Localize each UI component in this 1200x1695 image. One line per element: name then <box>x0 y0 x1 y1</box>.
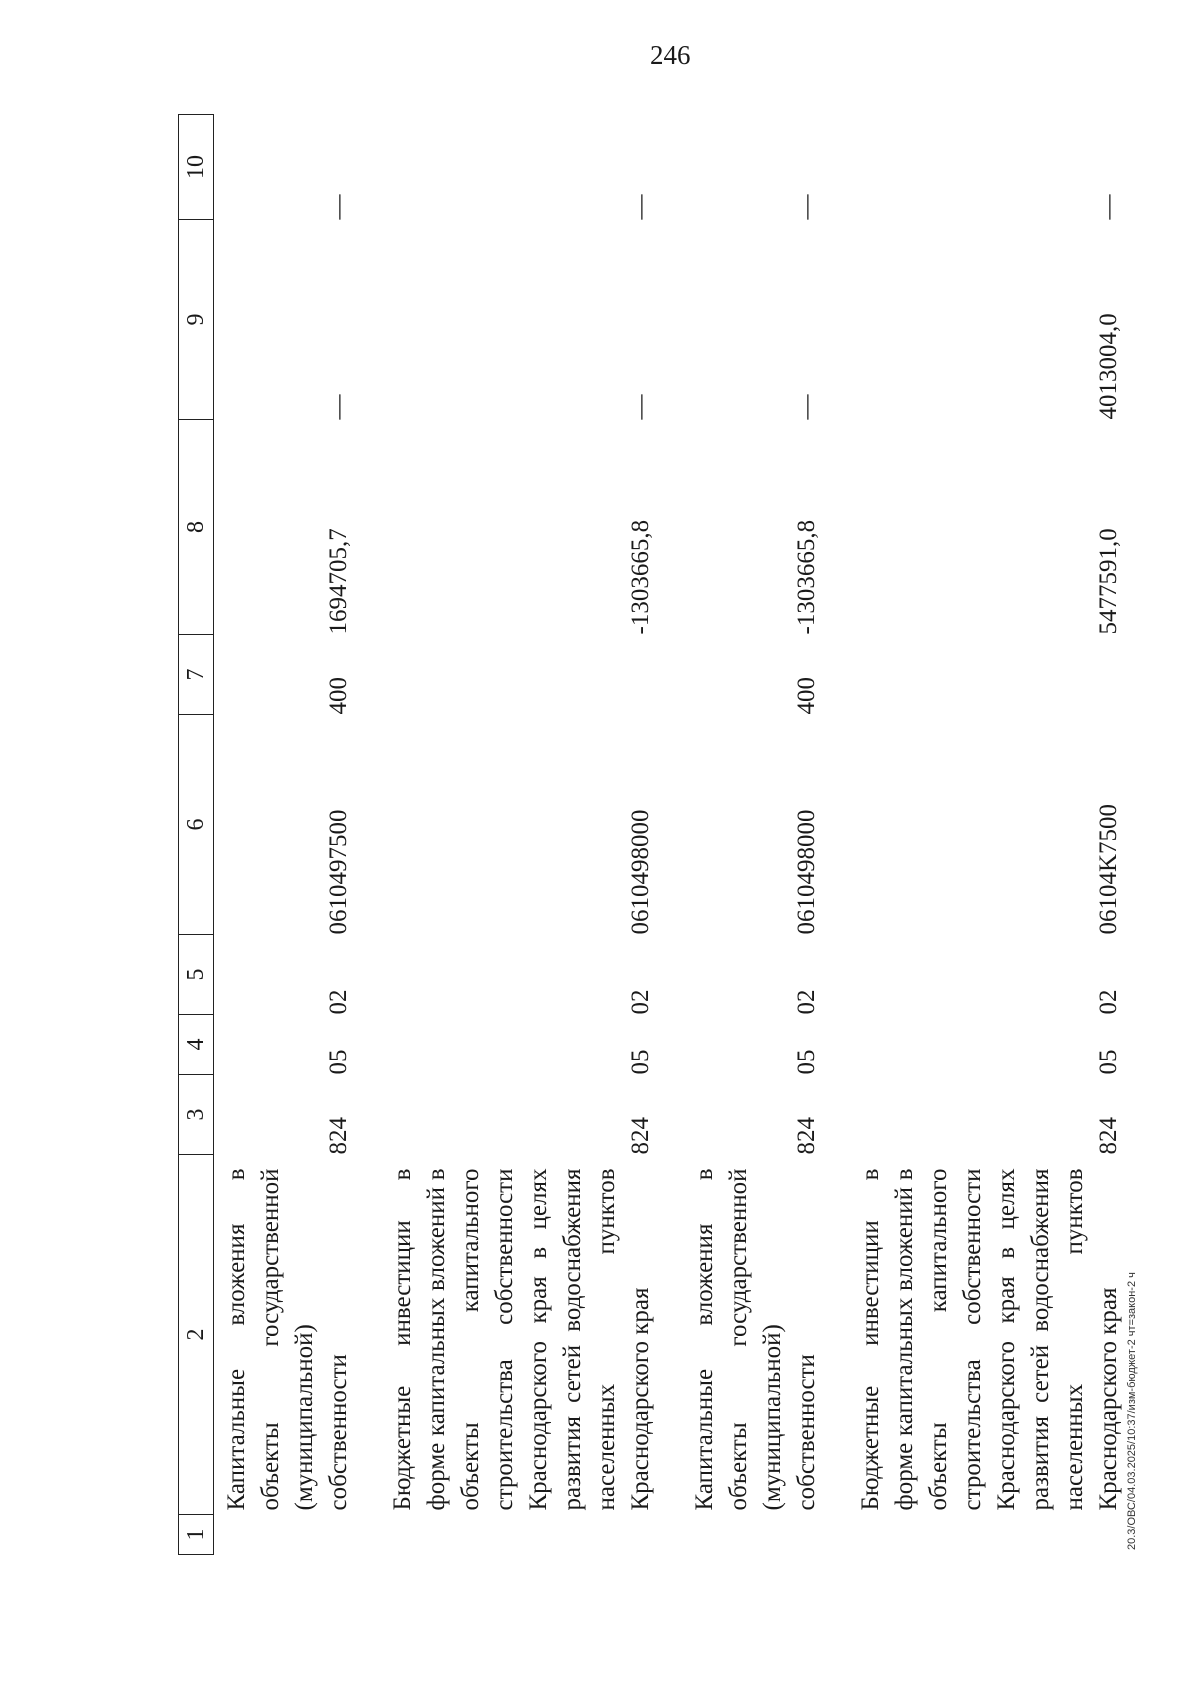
cell-col5: 02 <box>325 989 352 1015</box>
cell-col8: 5477591,0 <box>1095 528 1122 635</box>
row-spacer <box>824 115 848 1555</box>
table-row <box>682 115 824 1555</box>
table-row <box>380 115 658 1555</box>
row-spacer <box>356 115 380 1555</box>
cell-col5: 02 <box>627 989 654 1015</box>
cell-col4: 05 <box>627 1049 654 1075</box>
cell-col10: — <box>1095 194 1122 220</box>
cell-col6: 0610498000 <box>627 809 654 935</box>
cell-col6: 06104K7500 <box>1095 803 1122 935</box>
cell-col7: 400 <box>793 677 820 715</box>
table-row <box>848 115 1126 1555</box>
column-header: 6 <box>179 715 214 935</box>
cell-col9: — <box>325 394 352 420</box>
cell-col6: 0610497500 <box>325 809 352 935</box>
cell-col4: 05 <box>793 1049 820 1075</box>
cell-col4: 05 <box>325 1049 352 1075</box>
column-header: 2 <box>179 1155 214 1515</box>
column-header: 7 <box>179 635 214 715</box>
cell-description: Капитальные вложения в объекты государственной (муниципальной) собственности <box>691 1168 820 1511</box>
cell-col6: 0610498000 <box>793 809 820 935</box>
row-spacer <box>658 115 682 1555</box>
cell-description: Бюджетные инвестиции в форме капитальных вложений в объекты капитального строительства собственности Краснодарского края в целях развития сетей водоснабжения населенных пунктов Краснодарского края <box>389 1168 654 1511</box>
cell-col1 <box>214 1515 357 1555</box>
cell-col3: 824 <box>1095 1117 1122 1155</box>
cell-col7 <box>848 635 1126 715</box>
column-header: 8 <box>179 420 214 635</box>
table-row <box>214 115 357 1555</box>
page-number: 246 <box>650 40 691 70</box>
cell-col9: 4013004,0 <box>1095 313 1122 420</box>
cell-col7 <box>380 635 658 715</box>
cell-col10: — <box>793 194 820 220</box>
column-header: 10 <box>179 115 214 220</box>
column-header: 4 <box>179 1015 214 1075</box>
cell-col3: 824 <box>627 1117 654 1155</box>
column-number-row <box>179 115 214 1555</box>
budget-table-rotated <box>178 115 1122 1555</box>
cell-col5: 02 <box>793 989 820 1015</box>
cell-col5: 02 <box>1095 989 1122 1015</box>
cell-col9: — <box>627 394 654 420</box>
cell-col8: -1303665,8 <box>627 519 654 635</box>
cell-col3: 824 <box>793 1117 820 1155</box>
document-code: 20.3/ОВС/04.03.2025/10:37/изм-бюджет-2 чт=закон-2 ч <box>1126 1272 1138 1550</box>
column-header: 3 <box>179 1075 214 1155</box>
budget-table <box>178 114 1126 1555</box>
cell-col10: — <box>325 194 352 220</box>
cell-col7: 400 <box>325 677 352 715</box>
cell-col1 <box>682 1515 824 1555</box>
column-header: 5 <box>179 935 214 1015</box>
cell-description: Бюджетные инвестиции в форме капитальных вложений в объекты капитального строительства собственности Краснодарского края в целях развития сетей водоснабжения населенных пунктов Краснодарского края <box>857 1168 1122 1511</box>
cell-col1 <box>380 1515 658 1555</box>
cell-col8: -1303665,8 <box>793 519 820 635</box>
cell-col9: — <box>793 394 820 420</box>
cell-col3: 824 <box>325 1117 352 1155</box>
cell-col4: 05 <box>1095 1049 1122 1075</box>
column-header: 1 <box>179 1515 214 1555</box>
cell-col1 <box>848 1515 1126 1555</box>
cell-description: Капитальные вложения в объекты государственной (муниципальной) собственности <box>223 1168 352 1511</box>
cell-col10: — <box>627 194 654 220</box>
cell-col8: 1694705,7 <box>325 528 352 635</box>
column-header: 9 <box>179 220 214 420</box>
